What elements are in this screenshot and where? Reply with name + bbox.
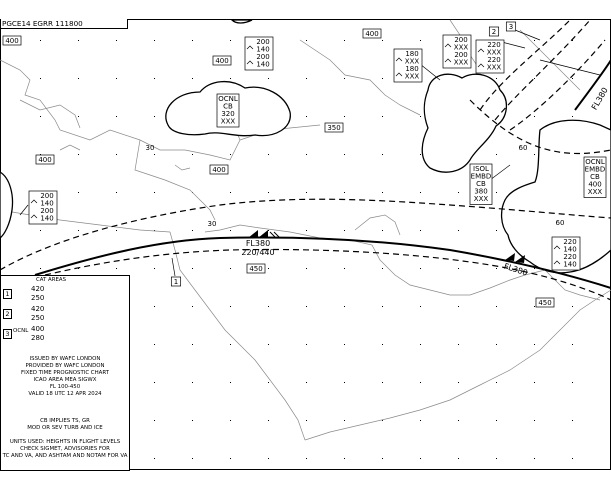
chart-id: PGCE14 EGRR 111800 xyxy=(2,19,83,28)
jet-depth-label: 220/440 xyxy=(241,248,275,257)
cat-area-top: 400 xyxy=(31,325,45,333)
area-marker-3: 3 xyxy=(508,23,514,31)
issue-info-panel xyxy=(0,344,130,411)
flight-level-central: 400 xyxy=(212,166,226,174)
cb-isol-text-line-3: 380 xyxy=(474,187,488,196)
cat-area-row xyxy=(3,285,63,303)
note-line: CHECK SIGMET, ADVISORIES FOR xyxy=(20,446,110,452)
flight-level-nw: 400 xyxy=(5,37,19,45)
flight-level-southeast: 450 xyxy=(538,299,552,307)
chart-header xyxy=(1,19,128,29)
cb-east-text-line-1: EMBD xyxy=(584,165,606,174)
turb-north-east-b-value-0: 220 xyxy=(487,41,501,49)
turb-north-east-b-value-2: 220 xyxy=(487,56,501,64)
turb-west-value-3: 140 xyxy=(40,214,54,223)
cb-west-text-line-0: OCNL xyxy=(218,95,238,103)
issue-info-lines xyxy=(1,356,129,398)
issue-info-line: ISSUED BY WAFC LONDON xyxy=(29,356,101,362)
notes-panel xyxy=(0,410,130,471)
jet-fl-label-ne: FL380 xyxy=(589,85,610,112)
grid-label-60-a: 60 xyxy=(518,144,528,152)
note-line: UNITS USED: HEIGHTS IN FLIGHT LEVELS xyxy=(9,439,121,445)
cat-area-bottom: 250 xyxy=(31,314,45,322)
note-line: TC AND VA, AND ASHTAM AND NOTAM FOR VA xyxy=(2,453,128,459)
turb-north-center-value-3: XXX xyxy=(404,72,420,81)
note-line: CB IMPLIES TS, GR xyxy=(40,418,90,424)
issue-info-line: FL 100-450 xyxy=(49,384,81,390)
cb-isol-text-line-4: XXX xyxy=(473,195,489,203)
turb-north-east-a-value-3: XXX xyxy=(453,58,469,67)
turb-east-value-3: 140 xyxy=(563,260,577,269)
cb-east-text-line-3: 400 xyxy=(588,180,602,189)
note-line xyxy=(1,432,129,439)
cat-areas-panel xyxy=(0,275,130,346)
cat-area-bottom: 280 xyxy=(31,334,45,342)
grid-label-30-central: 30 xyxy=(207,220,217,228)
turb-west-value-2: 200 xyxy=(40,207,54,215)
flight-level-350: 350 xyxy=(327,124,341,132)
turb-north-center-value-1: XXX xyxy=(404,57,420,66)
jet-fl-label: FL380 xyxy=(245,239,271,248)
issue-info-line: VALID 18 UTC 12 APR 2024 xyxy=(28,391,102,397)
cat-area-id: 3 xyxy=(3,329,12,339)
cat-area-top: 420 xyxy=(31,305,45,313)
turb-north-east-a-value-0: 200 xyxy=(454,36,468,44)
turb-north-center-value-2: 180 xyxy=(405,65,419,73)
flight-level-west: 400 xyxy=(38,156,52,164)
cat-area-top: 420 xyxy=(31,285,45,293)
cb-area-top xyxy=(232,20,252,23)
grid-label-60-b: 60 xyxy=(555,219,565,227)
turb-east-value-1: 140 xyxy=(563,245,577,254)
cat-area-id: 1 xyxy=(3,289,12,299)
grid-label-30-west: 30 xyxy=(145,144,155,152)
cat-area-row xyxy=(3,305,63,323)
turb-north-east-b-value-3: XXX xyxy=(486,63,502,72)
turb-west-value-0: 200 xyxy=(40,192,54,200)
turb-north-center-value-0: 180 xyxy=(405,50,419,58)
cat-area-bottom: 250 xyxy=(31,294,45,302)
cb-east-text-line-0: OCNL xyxy=(585,158,605,166)
cb-area-isol xyxy=(422,74,506,172)
notes-lines xyxy=(1,418,129,460)
issue-info-line: ICAO AREA MEA SIGWX xyxy=(33,377,97,383)
issue-info-line: FIXED TIME PROGNOSTIC CHART xyxy=(21,370,109,376)
cb-isol-text-line-0: ISOL xyxy=(473,165,489,173)
cb-east-text-line-4: XXX xyxy=(587,188,603,196)
turb-north-value-2: 200 xyxy=(256,53,270,61)
cat-area-row xyxy=(3,325,63,343)
cb-west-text-line-2: 320 xyxy=(221,110,235,118)
cb-isol-text-line-1: EMBD xyxy=(470,172,492,181)
turb-north-east-a-value-1: XXX xyxy=(453,43,469,52)
cat-area-tag: OCNL xyxy=(13,328,29,334)
cat-area-id: 2 xyxy=(3,309,12,319)
cb-west-text-line-3: XXX xyxy=(220,117,236,126)
area-marker-1: 1 xyxy=(173,278,179,286)
cat-areas-title: CAT AREAS xyxy=(36,277,66,283)
turb-north-east-b-value-1: XXX xyxy=(486,48,502,57)
jet-fl-label-east: FL380 xyxy=(502,261,529,278)
turb-north-value-0: 200 xyxy=(256,38,270,46)
flight-level-north: 400 xyxy=(215,57,229,65)
turb-north-east-a-value-2: 200 xyxy=(454,51,468,59)
cb-west-text-line-1: CB xyxy=(223,102,233,111)
issue-info-line: PROVIDED BY WAFC LONDON xyxy=(25,363,105,369)
note-line: MOD OR SEV TURB AND ICE xyxy=(27,425,103,431)
turb-north-value-3: 140 xyxy=(256,60,270,69)
turb-east-value-0: 220 xyxy=(563,238,577,246)
cb-isol-text-line-2: CB xyxy=(476,180,486,188)
cb-east-text-line-2: CB xyxy=(590,173,600,181)
turb-west-value-1: 140 xyxy=(40,199,54,208)
turb-north-value-1: 140 xyxy=(256,45,270,54)
flight-level-north-center: 400 xyxy=(365,30,379,38)
turb-east-value-2: 220 xyxy=(563,253,577,261)
flight-level-south: 450 xyxy=(249,265,263,273)
cb-area-far-west xyxy=(0,172,13,238)
area-marker-2: 2 xyxy=(491,28,497,36)
